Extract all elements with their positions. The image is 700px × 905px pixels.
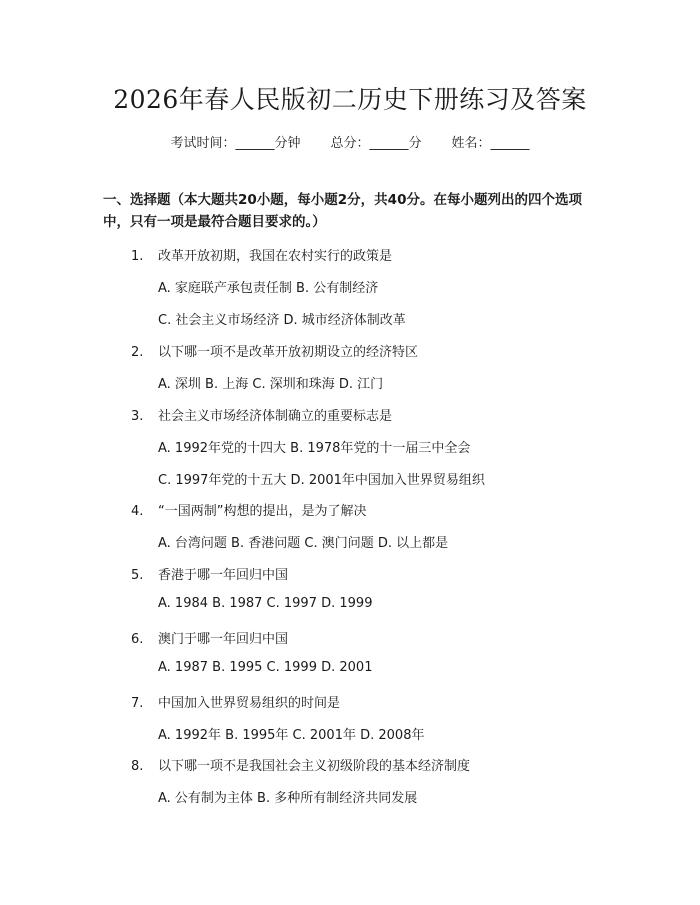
question xyxy=(131,341,418,360)
total-score: 总分：______分 xyxy=(330,136,422,151)
question-number: 6. xyxy=(131,632,144,647)
question-text: 中国加入世界贸易组织的时间是 xyxy=(158,696,341,711)
question-text: “一国两制”构想的提出，是为了解决 xyxy=(158,504,367,519)
question xyxy=(131,628,288,647)
answer-options: A. 深圳 B. 上海 C. 深圳和珠海 D. 江门 xyxy=(158,377,384,392)
question-number: 1. xyxy=(131,249,144,264)
exam-info xyxy=(0,132,700,151)
answer-options: A. 公有制为主体 B. 多种所有制经济共同发展 xyxy=(158,791,418,806)
question-text: 社会主义市场经济体制确立的重要标志是 xyxy=(158,409,393,424)
answer-options: A. 台湾问题 B. 香港问题 C. 澳门问题 D. 以上都是 xyxy=(158,536,449,551)
question-number: 4. xyxy=(131,504,144,519)
question-text: 以下哪一项不是我国社会主义初级阶段的基本经济制度 xyxy=(158,759,471,774)
question xyxy=(131,245,392,264)
answer-options: A. 1984 B. 1987 C. 1997 D. 1999 xyxy=(158,596,373,611)
question-number: 8. xyxy=(131,759,144,774)
question xyxy=(131,500,366,519)
question-text: 以下哪一项不是改革开放初期设立的经济特区 xyxy=(158,345,419,360)
question-number: 7. xyxy=(131,696,144,711)
answer-options: A. 1987 B. 1995 C. 1999 D. 2001 xyxy=(158,660,373,675)
question xyxy=(131,692,340,711)
answer-options: C. 1997年党的十五大 D. 2001年中国加入世界贸易组织 xyxy=(158,473,485,488)
question xyxy=(131,405,392,424)
question xyxy=(131,564,288,583)
answer-options: A. 1992年 B. 1995年 C. 2001年 D. 2008年 xyxy=(158,728,425,743)
question-text: 澳门于哪一年回归中国 xyxy=(158,632,289,647)
student-name: 姓名：______ xyxy=(451,136,530,151)
question xyxy=(131,755,470,774)
question-number: 5. xyxy=(131,568,144,583)
section-heading: 一、选择题（本大题共20小题，每小题2分，共40分。在每小题列出的四个选项中，只有一项是最符合题目要求的。） xyxy=(103,192,582,230)
document-title: 2026年春人民版初二历史下册练习及答案 xyxy=(113,85,587,114)
answer-options: C. 社会主义市场经济 D. 城市经济体制改革 xyxy=(158,313,406,328)
question-text: 香港于哪一年回归中国 xyxy=(158,568,289,583)
answer-options: A. 1992年党的十四大 B. 1978年党的十一届三中全会 xyxy=(158,441,471,456)
answer-options: A. 家庭联产承包责任制 B. 公有制经济 xyxy=(158,281,379,296)
exam-time: 考试时间：______分钟 xyxy=(170,136,301,151)
question-number: 2. xyxy=(131,345,144,360)
question-number: 3. xyxy=(131,409,144,424)
question-text: 改革开放初期，我国在农村实行的政策是 xyxy=(158,249,393,264)
